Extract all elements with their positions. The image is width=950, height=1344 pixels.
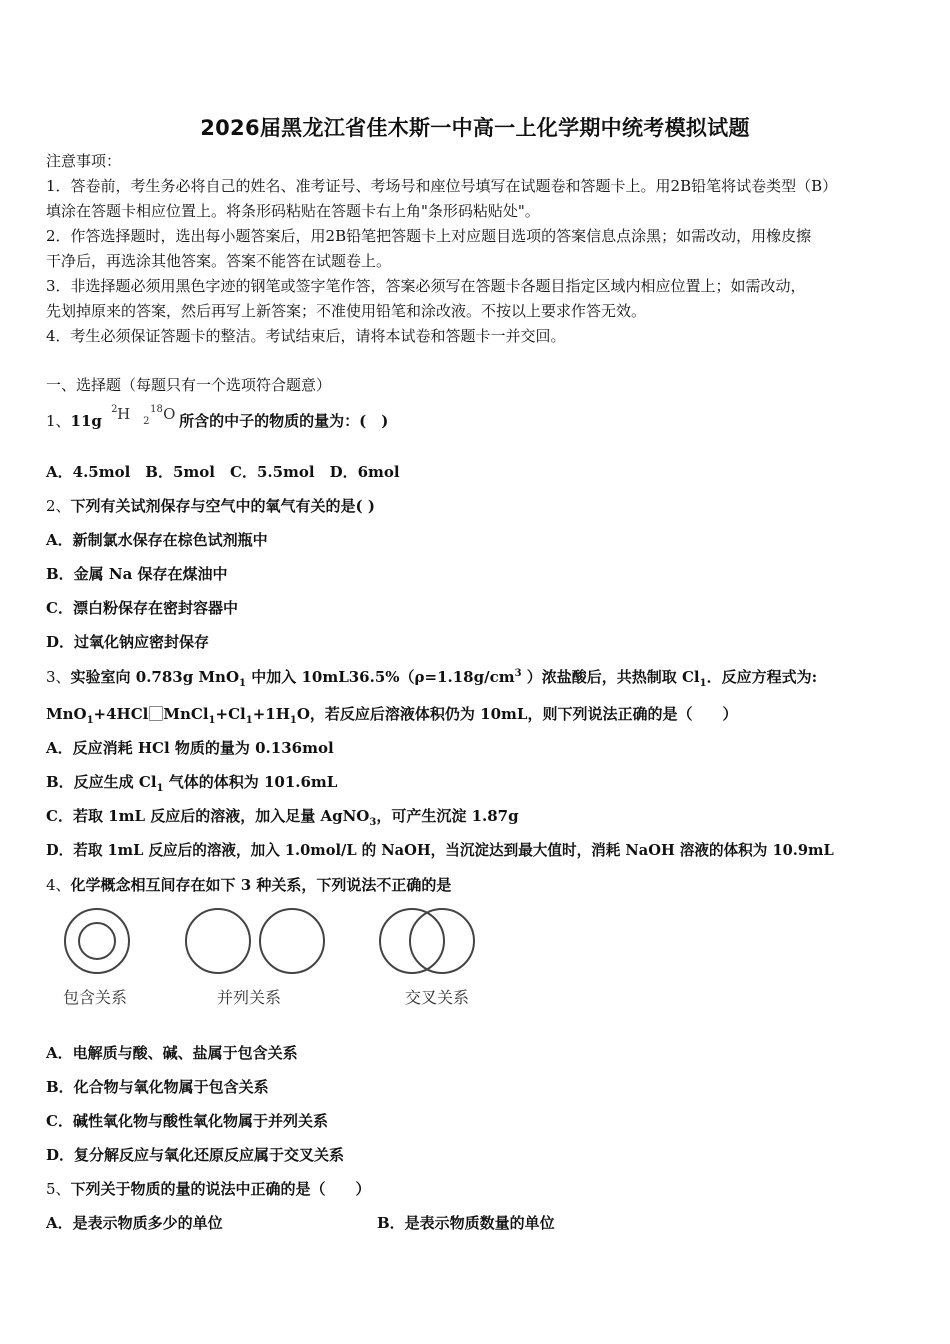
section-heading: 一、选择题（每题只有一个选项符合题意） [46,376,332,394]
eq-part: +Cl [215,705,246,723]
q4-option-d: D．复分解反应与氧化还原反应属于交叉关系 [46,1146,345,1164]
label-contain: 包含关系 [63,988,128,1007]
q3-option-a: A．反应消耗 HCl 物质的量为 0.136mol [46,739,334,757]
notice-line-3: 2．作答选择题时，选出每小题答案后，用2B铅笔把答题卡上对应题目选项的答案信息点涂黑；如需改动，用橡皮擦 [46,227,812,245]
eq-part: MnCl [163,705,209,723]
q3-option-b [46,772,906,792]
subscript: 1 [86,715,94,726]
q3-stem-part: 中加入 10mL36.5%（ρ=1.18g/cm [246,668,515,686]
option-part: 气体的体积为 101.6mL [163,773,338,791]
superscript: 3 [514,668,522,679]
eq-part: MnO [46,705,87,723]
notice-line-6: 先划掉原来的答案，然后再写上新答案；不准使用铅笔和涂改液。不按以上要求作答无效。 [46,302,647,320]
option-part: ，可产生沉淀 1.87g [376,807,519,825]
iso-h-symbol: H [117,405,131,423]
q4-option-c: C．碱性氧化物与酸性氧化物属于并列关系 [46,1112,328,1130]
contain-inner-circle [79,923,115,959]
question-number: 4、 [46,876,71,894]
subscript: 1 [699,678,707,689]
label-parallel: 并列关系 [217,988,282,1007]
option-part: C．若取 1mL 反应后的溶液，加入足量 AgNO [46,807,370,825]
q5-option-b: B．是表示物质数量的单位 [377,1214,555,1232]
q2-option-d: D．过氧化钠应密封保存 [46,633,210,651]
subscript: 1 [208,715,216,726]
notice-line-4: 干净后，再选涂其他答案。答案不能答在试题卷上。 [46,252,392,270]
q2-option-b: B．金属 Na 保存在煤油中 [46,565,228,583]
contain-outer-circle [65,909,129,973]
subscript: 1 [289,715,297,726]
notice-line-7: 4．考生必须保证答题卡的整洁。考试结束后，请将本试卷和答题卡一并交回。 [46,327,566,345]
q3-option-d: D．若取 1mL 反应后的溶液，加入 1.0mol/L 的 NaOH，当沉淀达到最大值时，消耗 NaOH 溶液的体积为 10.9mL [46,842,834,859]
q4-stem: 化学概念相互间存在如下 3 种关系，下列说法不正确的是 [70,876,452,894]
question-5 [46,1179,906,1199]
q1-stem: 所含的中子的物质的量为：( ) [179,412,389,430]
q3-stem-part: ．反应方程式为: [706,668,818,686]
question-1 [46,406,906,431]
question-number: 2、 [46,497,71,515]
q3-stem-part: 实验室向 0.783g MnO [70,668,240,686]
q5-option-a: A．是表示物质多少的单位 [46,1214,223,1232]
notice-line-1: 1．答卷前，考生务必将自己的姓名、准考证号、考场号和座位号填写在试题卷和答题卡上。用2B铅笔将试卷类型（B） [46,177,838,195]
iso-subscript: 2 [143,416,150,427]
option-part: B．反应生成 Cl [46,773,157,791]
notice-heading: 注意事项： [46,152,122,170]
parallel-right-circle [260,909,324,973]
subscript: 1 [239,678,246,689]
q5-stem: 下列关于物质的量的说法中正确的是（ ） [70,1180,371,1198]
iso-o-symbol: O [163,405,176,423]
q1-options: A．4.5mol B．5mol C．5.5mol D．6mol [46,463,400,481]
iso-h-mass: 2 [111,404,118,415]
notice-line-5: 3．非选择题必须用黑色字迹的钢笔或签字笔作答，答案必须写在答题卡各题目指定区域内相应位置上；如需改动， [46,277,806,295]
cross-right-circle [410,909,474,973]
q2-option-a: A．新制氯水保存在棕色试剂瓶中 [46,531,268,549]
q3-option-c [46,806,906,826]
page-title: 2026届黑龙江省佳木斯一中高一上化学期中统考模拟试题 [200,116,750,140]
subscript: 1 [156,783,164,794]
notice-line-2: 填涂在答题卡相应位置上。将条形码粘贴在答题卡右上角"条形码粘贴处"。 [46,202,540,220]
question-number: 5、 [46,1180,71,1198]
q1-mass-text: 11g [70,412,102,430]
q3-stem-part: ）浓盐酸后，共热制取 Cl [521,668,700,686]
iso-o-mass: 18 [150,404,163,415]
question-3 [46,667,906,687]
cross-left-circle [380,909,444,973]
question-2 [46,496,906,516]
label-cross: 交叉关系 [405,988,470,1007]
q4-option-b: B．化合物与氧化物属于包含关系 [46,1078,269,1096]
eq-part: +4HCl [93,705,149,723]
isotope-formula [107,406,179,426]
eq-part: O，若反应后溶液体积仍为 10mL，则下列说法正确的是（ ） [296,705,738,723]
eq-arrow-glyph: ⃞ [148,705,164,723]
q3-equation [46,704,906,724]
q2-stem: 下列有关试剂保存与空气中的氧气有关的是( ) [70,497,375,515]
q2-option-c: C．漂白粉保存在密封容器中 [46,599,238,617]
subscript: 3 [369,817,377,828]
question-number: 1、 [46,412,71,430]
q4-option-a: A．电解质与酸、碱、盐属于包含关系 [46,1044,298,1062]
parallel-left-circle [186,909,250,973]
question-4 [46,875,906,895]
eq-part: +1H [252,705,290,723]
question-number: 3、 [46,668,71,686]
subscript: 1 [245,715,253,726]
